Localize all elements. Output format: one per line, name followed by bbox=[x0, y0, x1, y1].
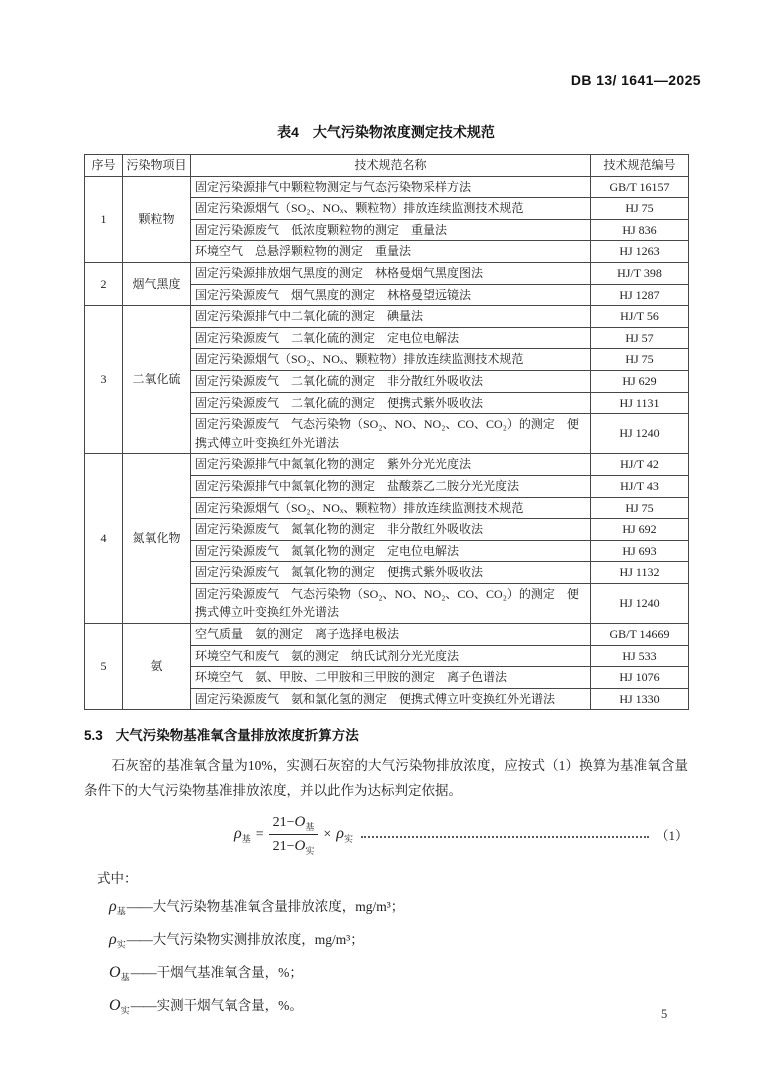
serial-number-cell: 4 bbox=[85, 454, 123, 624]
definition-dash: —— bbox=[126, 932, 152, 948]
spec-name-cell: 固定污染源烟气（SO₂、NOₓ、颗粒物）排放连续监测技术规范 bbox=[191, 349, 591, 371]
definition-line bbox=[84, 895, 688, 920]
spec-name-cell: 固定污染源废气 氮氧化物的测定 便携式紫外吸收法 bbox=[191, 562, 591, 584]
pollutant-cell: 颗粒物 bbox=[123, 176, 191, 262]
fraction-numerator: $21-O_基$ bbox=[269, 812, 319, 835]
definition-symbol bbox=[109, 964, 130, 984]
spec-code-cell: HJ 75 bbox=[591, 349, 689, 371]
table-row bbox=[85, 176, 689, 198]
equation-number: （1） bbox=[655, 828, 688, 844]
spec-name-cell: 固定污染源排气中二氧化硫的测定 碘量法 bbox=[191, 306, 591, 328]
spec-code-cell: HJ 533 bbox=[591, 645, 689, 667]
symbol-variable: ρ bbox=[109, 898, 117, 916]
spec-name-cell: 固定污染源废气 氮氧化物的测定 定电位电解法 bbox=[191, 540, 591, 562]
dotted-leader bbox=[361, 836, 650, 838]
spec-name-cell: 环境空气 总悬浮颗粒物的测定 重量法 bbox=[191, 241, 591, 263]
spec-code-cell: HJ 1240 bbox=[591, 583, 689, 623]
spec-code-cell: HJ 1330 bbox=[591, 688, 689, 710]
symbol-subscript: 实 bbox=[120, 1006, 130, 1016]
spec-code-cell: HJ 629 bbox=[591, 370, 689, 392]
definition-text: 干烟气基准氧含量，%； bbox=[156, 965, 303, 981]
definition-text: 大气污染物基准氧含量排放浓度，mg/m³； bbox=[152, 899, 405, 915]
pollutant-cell: 二氧化硫 bbox=[123, 306, 191, 454]
spec-name-cell: 环境空气 氨、甲胺、二甲胺和三甲胺的测定 离子色谱法 bbox=[191, 667, 591, 689]
where-label: 式中： bbox=[97, 871, 138, 887]
formula-lhs: $\rho_基$ bbox=[234, 824, 251, 844]
spec-code-cell: HJ/T 43 bbox=[591, 475, 689, 497]
spec-name-cell: 固定污染源排放烟气黑度的测定 林格曼烟气黑度图法 bbox=[191, 262, 591, 284]
definition-text: 大气污染物实测排放浓度，mg/m³； bbox=[152, 932, 364, 948]
column-header: 技术规范编号 bbox=[591, 155, 689, 177]
spec-code-cell: HJ 1263 bbox=[591, 241, 689, 263]
spec-name-cell: 国定污染源废气 烟气黑度的测定 林格曼望远镜法 bbox=[191, 284, 591, 306]
pollutant-cell: 烟气黑度 bbox=[123, 262, 191, 305]
symbol-subscript: 实 bbox=[116, 940, 126, 950]
formula-rhs: $\rho_实$ bbox=[336, 824, 353, 844]
definition-line bbox=[84, 928, 688, 953]
spec-name-cell: 固定污染源废气 气态污染物（SO₂、NO、NO₂、CO、CO₂）的测定 便携式傅立叶变换红外光谱法 bbox=[191, 414, 591, 454]
spec-code-cell: HJ 75 bbox=[591, 198, 689, 220]
definition-line bbox=[84, 994, 688, 1019]
spec-code-cell: HJ 1132 bbox=[591, 562, 689, 584]
spec-name-cell: 固定污染源排气中氮氧化物的测定 紫外分光光度法 bbox=[191, 454, 591, 476]
spec-code-cell: HJ 693 bbox=[591, 540, 689, 562]
definition-line bbox=[84, 961, 688, 986]
multiply-sign: × bbox=[323, 826, 332, 842]
spec-code-cell: HJ 75 bbox=[591, 497, 689, 519]
definition-dash: —— bbox=[126, 899, 152, 915]
spec-name-cell: 固定污染源废气 低浓度颗粒物的测定 重量法 bbox=[191, 219, 591, 241]
spec-code-cell: HJ 57 bbox=[591, 327, 689, 349]
section-heading bbox=[84, 724, 688, 744]
serial-number-cell: 2 bbox=[85, 262, 123, 305]
table-title: 表4 大气污染物浓度测定技术规范 bbox=[277, 124, 495, 140]
spec-name-cell: 固定污染源烟气（SO₂、NOₓ、颗粒物）排放连续监测技术规范 bbox=[191, 198, 591, 220]
column-header: 序号 bbox=[85, 155, 123, 177]
serial-number-cell: 5 bbox=[85, 624, 123, 710]
spec-name-cell: 固定污染源排气中颗粒物测定与气态污染物采样方法 bbox=[191, 176, 591, 198]
section-paragraph: 石灰窑的基准氧含量为10%，实测石灰窑的大气污染物排放浓度，应按式（1）换算为基准氧含量条件下的大气污染物基准排放浓度，并以此作为达标判定依据。 bbox=[84, 758, 688, 799]
spec-name-cell: 固定污染源烟气（SO₂、NOₓ、颗粒物）排放连续监测技术规范 bbox=[191, 497, 591, 519]
column-header: 污染物项目 bbox=[123, 155, 191, 177]
spec-name-cell: 固定污染源废气 气态污染物（SO₂、NO、NO₂、CO、CO₂）的测定 便携式傅立叶变换红外光谱法 bbox=[191, 583, 591, 623]
doc-standard-number: DB 13/ 1641—2025 bbox=[570, 72, 701, 88]
table-row bbox=[85, 454, 689, 476]
spec-code-cell: GB/T 16157 bbox=[591, 176, 689, 198]
symbol-subscript: 基 bbox=[120, 973, 130, 983]
spec-code-cell: GB/T 14669 bbox=[591, 624, 689, 646]
table-row bbox=[85, 306, 689, 328]
page-number: 5 bbox=[661, 1007, 668, 1021]
definition-text: 实测干烟气氧含量，%。 bbox=[156, 998, 303, 1014]
spec-code-cell: HJ 1076 bbox=[591, 667, 689, 689]
spec-code-cell: HJ 692 bbox=[591, 519, 689, 541]
formula bbox=[84, 812, 688, 857]
table-row bbox=[85, 624, 689, 646]
fraction-denominator: $21-O_实$ bbox=[272, 838, 315, 857]
spec-name-cell: 环境空气和废气 氨的测定 纳氏试剂分光光度法 bbox=[191, 645, 591, 667]
spec-code-cell: HJ 836 bbox=[591, 219, 689, 241]
equals-sign: = bbox=[255, 826, 264, 842]
spec-code-cell: HJ/T 42 bbox=[591, 454, 689, 476]
serial-number-cell: 3 bbox=[85, 306, 123, 454]
table-header-row bbox=[85, 155, 689, 177]
symbol-subscript: 基 bbox=[116, 907, 126, 917]
symbol-variable: O bbox=[109, 964, 121, 982]
section-title: 大气污染物基准氧含量排放浓度折算方法 bbox=[115, 728, 359, 744]
spec-name-cell: 固定污染源排气中氮氧化物的测定 盐酸萘乙二胺分光光度法 bbox=[191, 475, 591, 497]
serial-number-cell: 1 bbox=[85, 176, 123, 262]
symbol-variable: ρ bbox=[109, 931, 117, 949]
definition-symbol bbox=[109, 997, 130, 1017]
spec-name-cell: 空气质量 氨的测定 离子选择电极法 bbox=[191, 624, 591, 646]
pollutant-cell: 氮氧化物 bbox=[123, 454, 191, 624]
spec-table bbox=[84, 154, 689, 710]
spec-code-cell: HJ/T 398 bbox=[591, 262, 689, 284]
definition-symbol bbox=[109, 931, 126, 951]
column-header: 技术规范名称 bbox=[191, 155, 591, 177]
definition-symbol bbox=[109, 898, 126, 918]
spec-name-cell: 固定污染源废气 二氧化硫的测定 非分散红外吸收法 bbox=[191, 370, 591, 392]
spec-name-cell: 固定污染源废气 氨和氯化氢的测定 便携式傅立叶变换红外光谱法 bbox=[191, 688, 591, 710]
page-content bbox=[84, 0, 688, 1019]
spec-code-cell: HJ 1240 bbox=[591, 414, 689, 454]
symbol-variable: O bbox=[109, 997, 121, 1015]
spec-code-cell: HJ 1131 bbox=[591, 392, 689, 414]
spec-name-cell: 固定污染源废气 二氧化硫的测定 定电位电解法 bbox=[191, 327, 591, 349]
section-number: 5.3 bbox=[84, 728, 103, 744]
spec-code-cell: HJ/T 56 bbox=[591, 306, 689, 328]
spec-name-cell: 固定污染源废气 二氧化硫的测定 便携式紫外吸收法 bbox=[191, 392, 591, 414]
symbol-definitions bbox=[84, 895, 688, 1019]
table-row bbox=[85, 262, 689, 284]
formula-fraction bbox=[269, 812, 319, 857]
pollutant-cell: 氨 bbox=[123, 624, 191, 710]
definition-dash: —— bbox=[130, 965, 156, 981]
spec-code-cell: HJ 1287 bbox=[591, 284, 689, 306]
spec-name-cell: 固定污染源废气 氮氧化物的测定 非分散红外吸收法 bbox=[191, 519, 591, 541]
definition-dash: —— bbox=[130, 998, 156, 1014]
